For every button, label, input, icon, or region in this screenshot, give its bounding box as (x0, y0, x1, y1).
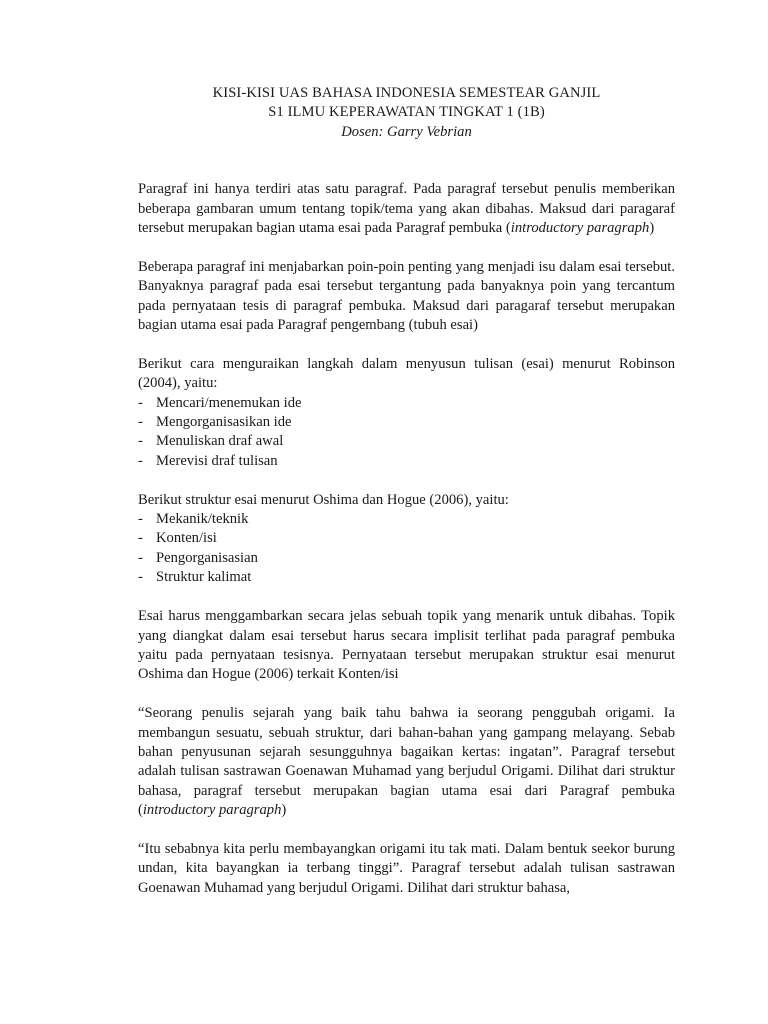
list-item (138, 510, 675, 529)
paragraph-quote-1-text: “Seorang penulis sejarah yang baik tahu bahwa ia seorang penggubah origami. Ia membangun sesuatu, sebuah struktur, dari bahan-bahan yang gampang melayang. Sebab bahan penyusunan sejarah sesungguhnya bagaikan kertas: ingatan”. Paragraf tersebut adalah tulisan sastrawan Goenawan Muhamad yang berjudul Origami. Dilihat dari struktur bahasa, paragraf tersebut merupakan bagian utama esai dari Paragraf pembuka ( (138, 705, 675, 819)
list-dash: - (138, 414, 143, 431)
list-item (138, 394, 675, 413)
list-dash: - (138, 394, 143, 411)
list-2-intro: Berikut struktur esai menurut Oshima dan Hogue (2006), yaitu: (138, 491, 509, 508)
list-item-text: Pengorganisasian (156, 549, 258, 566)
list-dash: - (138, 433, 143, 450)
list-item (138, 452, 675, 471)
list-item (138, 413, 675, 432)
list-item (138, 549, 675, 568)
paragraph-quote-1-close: ) (281, 802, 287, 819)
paragraph-opening-close: ) (649, 220, 655, 237)
paragraph-thesis: Esai harus menggambarkan secara jelas sebuah topik yang menarik untuk dibahas. Topik yang diangkat dalam esai tersebut harus secara implisit terlihat pada paragraf pembuka yaitu pada pernyataan tesisnya. Pernyataan tersebut merupakan struktur esai menurut Oshima dan Hogue (2006) terkait Konten/isi (138, 608, 675, 683)
list-dash: - (138, 530, 143, 547)
list-dash: - (138, 549, 143, 566)
list-item-text: Mencari/menemukan ide (156, 394, 302, 411)
paragraph-opening-text: Paragraf ini hanya terdiri atas satu paragraf. Pada paragraf tersebut penulis memberikan beberapa gambaran umum tentang topik/tema yang akan dibahas. Maksud dari paragaraf tersebut merupakan bagian utama esai pada Paragraf pembuka ( (138, 181, 675, 237)
list-item (138, 432, 675, 451)
paragraph-quote-1 (138, 704, 675, 820)
list-2 (138, 510, 675, 588)
list-dash: - (138, 452, 143, 469)
list-item-text: Mengorganisasikan ide (156, 414, 292, 431)
list-1 (138, 394, 675, 472)
list-item-text: Mekanik/teknik (156, 511, 249, 528)
list-item-text: Menuliskan draf awal (156, 433, 284, 450)
lecturer-name: Dosen: Garry Vebrian (341, 123, 472, 140)
list-dash: - (138, 569, 143, 586)
list-item (138, 568, 675, 587)
paragraph-opening (138, 180, 675, 238)
list-1-intro: Berikut cara menguraikan langkah dalam menyusun tulisan (esai) menurut Robinson (2004), yaitu: (138, 355, 675, 392)
list-item (138, 529, 675, 548)
document-header (138, 84, 675, 142)
list-item-text: Struktur kalimat (156, 569, 252, 586)
list-item-text: Konten/isi (156, 530, 217, 547)
paragraph-quote-2: “Itu sebabnya kita perlu membayangkan origami itu tak mati. Dalam bentuk seekor burung undan, kita bayangkan ia terbang tinggi”. Paragraf tersebut adalah tulisan sastrawan Goenawan Muhamad yang berjudul Origami. Dilihat dari struktur bahasa, (138, 840, 675, 896)
list-dash: - (138, 511, 143, 528)
paragraph-body: Beberapa paragraf ini menjabarkan poin-poin penting yang menjadi isu dalam esai tersebut. Banyaknya paragraf pada esai tersebut tergantung pada banyaknya poin yang tercantum pada pernyataan tesis di paragraf pembuka. Maksud dari paragaraf tersebut merupakan bagian utama esai pada Paragraf pengembang (tubuh esai) (138, 258, 675, 334)
list-item-text: Merevisi draf tulisan (156, 452, 278, 469)
title-line-2: S1 ILMU KEPERAWATAN TINGKAT 1 (1B) (268, 104, 545, 121)
paragraph-opening-italic: introductory paragraph (510, 220, 650, 237)
document-page (138, 84, 675, 918)
title-line-1: KISI-KISI UAS BAHASA INDONESIA SEMESTEAR GANJIL (212, 85, 601, 101)
paragraph-quote-1-italic: introductory paragraph (142, 802, 282, 819)
